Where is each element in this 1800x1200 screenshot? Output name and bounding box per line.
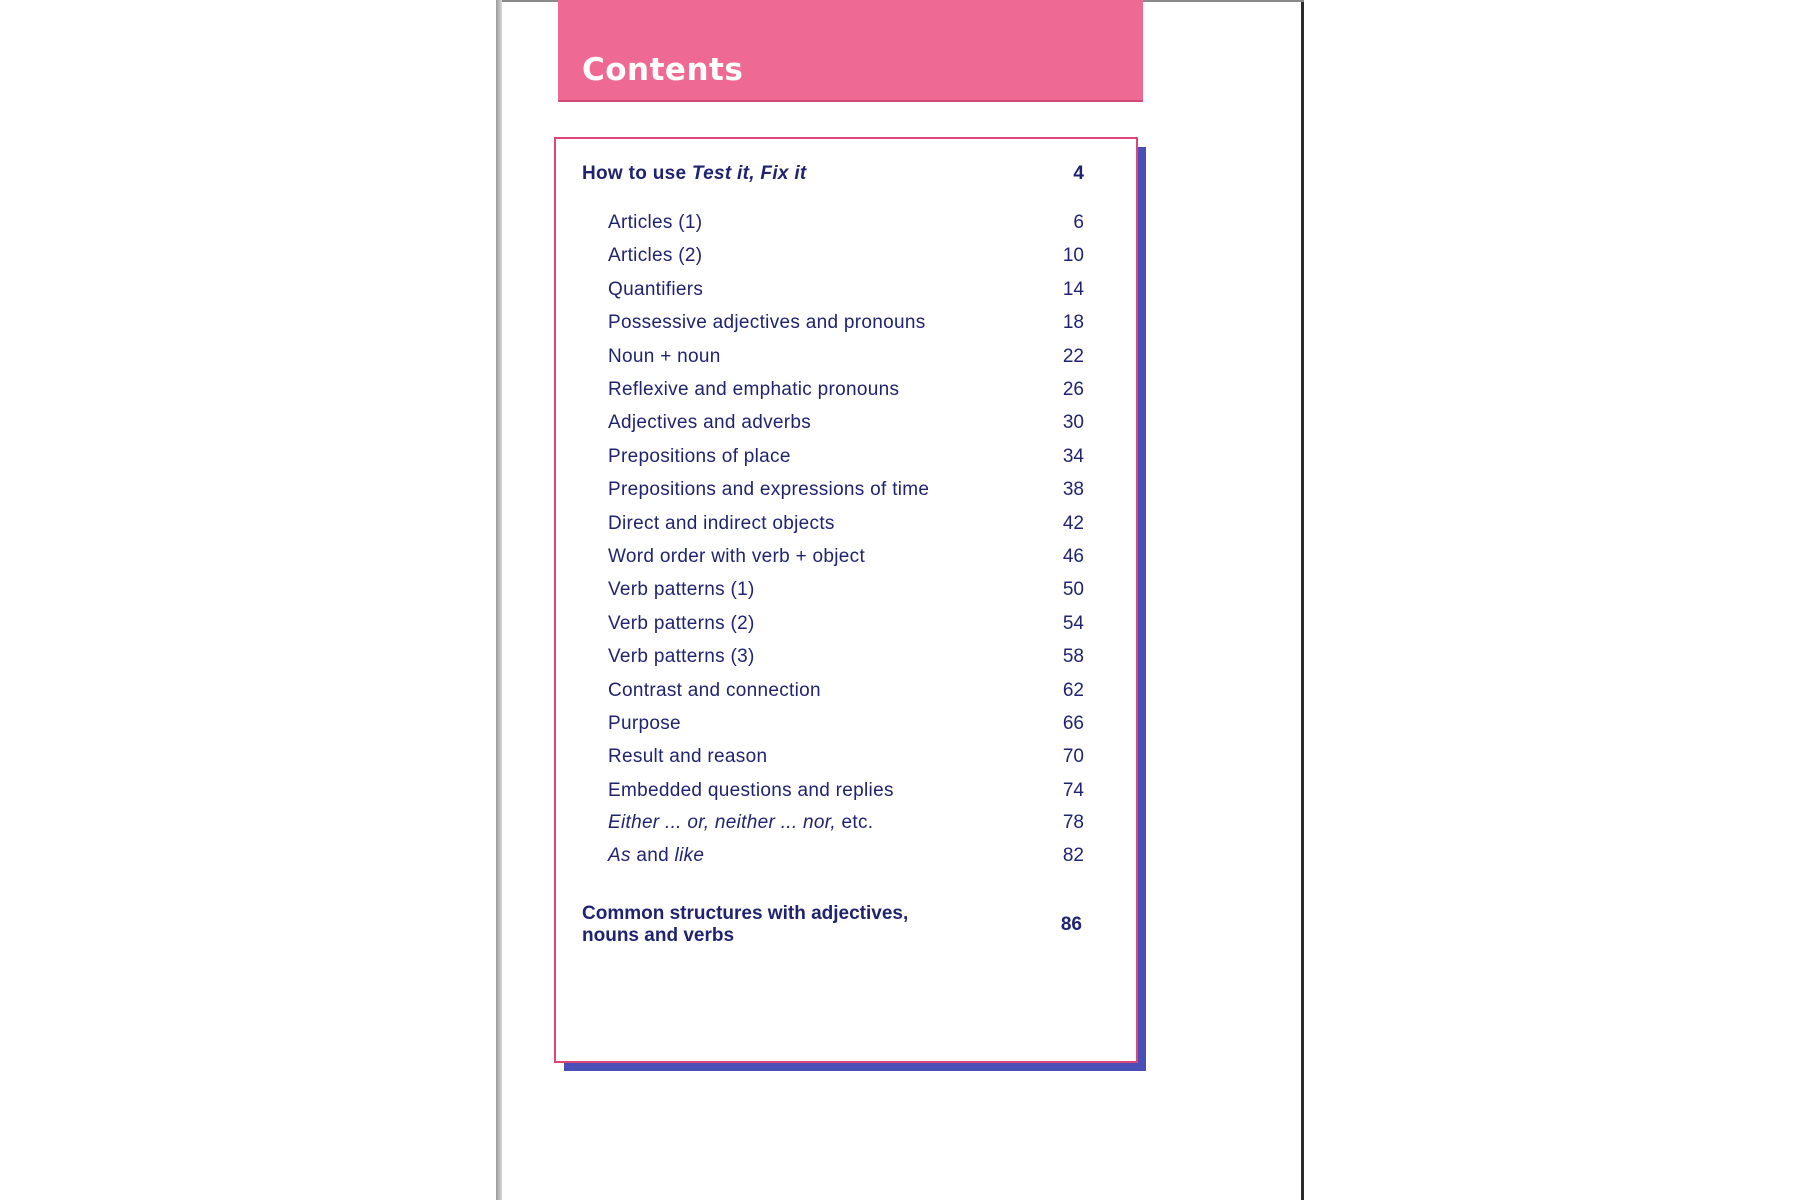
toc-item-page: 78 (1062, 812, 1084, 833)
toc-intro-page: 4 (1073, 163, 1084, 184)
toc-item-page: 42 (1062, 512, 1084, 534)
toc-item-either[interactable] (556, 812, 1136, 842)
toc-item-page: 54 (1062, 612, 1084, 634)
toc-item-page: 34 (1062, 445, 1084, 467)
toc-item[interactable] (556, 746, 1136, 776)
toc-item-page: 58 (1062, 646, 1084, 668)
toc-item-label: Articles (1) (608, 212, 703, 233)
toc-item[interactable] (556, 379, 1136, 409)
toc-item-italic-part: Either ... or, neither ... nor, (608, 812, 836, 833)
toc-item[interactable] (556, 713, 1136, 743)
toc-item[interactable] (556, 312, 1136, 342)
toc-item-label: Direct and indirect objects (608, 512, 835, 534)
toc-final-line1: Common structures with adjectives, (582, 903, 909, 924)
toc-item-page: 70 (1062, 746, 1084, 768)
toc-item-plain-part: etc. (835, 812, 874, 833)
toc-item-label (608, 845, 704, 867)
toc-final-heading[interactable] (582, 903, 1002, 947)
toc-item[interactable] (556, 245, 1136, 275)
toc-item-page: 14 (1062, 278, 1084, 300)
toc-item[interactable] (556, 680, 1136, 710)
toc-item[interactable] (556, 346, 1136, 376)
toc-final-page: 86 (1060, 914, 1082, 935)
toc-item-label: Possessive adjectives and pronouns (608, 312, 926, 334)
toc-item[interactable] (556, 479, 1136, 509)
toc-item-label: Verb patterns (2) (608, 612, 755, 634)
toc-item[interactable] (556, 212, 1136, 242)
toc-final-line2: nouns and verbs (582, 925, 735, 946)
toc-item-label: Prepositions of place (608, 445, 791, 467)
toc-item[interactable] (556, 446, 1136, 476)
toc-item-label: Adjectives and adverbs (608, 412, 812, 434)
toc-item[interactable] (556, 279, 1136, 309)
toc-item-page: 22 (1062, 345, 1084, 367)
toc-item[interactable] (556, 513, 1136, 543)
toc-intro-label (582, 163, 807, 185)
toc-item-page: 50 (1062, 579, 1084, 601)
toc-item-italic-part: As (608, 845, 631, 866)
toc-item-italic-part: like (674, 845, 705, 866)
toc-item[interactable] (556, 613, 1136, 643)
page-title: Contents (582, 52, 744, 88)
toc-item-plain-part: and (630, 845, 675, 866)
toc-item-page: 18 (1062, 312, 1084, 334)
toc-intro-row[interactable] (556, 163, 1136, 193)
toc-item-label: Result and reason (608, 746, 768, 768)
toc-item-page: 62 (1062, 679, 1084, 701)
toc-item[interactable] (556, 546, 1136, 576)
toc-item[interactable] (556, 646, 1136, 676)
table-of-contents (554, 137, 1138, 1063)
toc-item-page: 26 (1062, 379, 1084, 400)
toc-item-page: 66 (1062, 713, 1084, 734)
toc-item-label: Reflexive and emphatic pronouns (608, 379, 900, 400)
toc-item-page: 38 (1062, 479, 1084, 501)
toc-item-page: 6 (1073, 212, 1084, 233)
toc-item-page: 74 (1062, 779, 1084, 801)
toc-item-label: Purpose (608, 713, 681, 734)
toc-item-label: Verb patterns (3) (608, 646, 755, 668)
toc-item-label: Contrast and connection (608, 679, 821, 701)
toc-item[interactable] (556, 780, 1136, 810)
toc-intro-title: Test it, Fix it (691, 163, 807, 184)
toc-item-page: 46 (1062, 546, 1084, 567)
toc-item-label: Verb patterns (1) (608, 579, 755, 601)
toc-item-page: 82 (1062, 845, 1084, 866)
toc-item[interactable] (556, 412, 1136, 442)
toc-item-page: 30 (1062, 412, 1084, 434)
toc-intro-prefix: How to use (582, 163, 692, 184)
toc-item-page: 10 (1062, 245, 1084, 267)
toc-item-label: Noun + noun (608, 345, 721, 367)
toc-item-label: Embedded questions and replies (608, 779, 894, 801)
toc-item-label: Word order with verb + object (608, 546, 866, 567)
toc-item[interactable] (556, 579, 1136, 609)
toc-item-label (608, 812, 873, 834)
toc-item-as-like[interactable] (556, 845, 1136, 875)
toc-item-label: Prepositions and expressions of time (608, 479, 930, 501)
toc-item-label: Articles (2) (608, 245, 703, 267)
toc-item-label: Quantifiers (608, 278, 704, 300)
